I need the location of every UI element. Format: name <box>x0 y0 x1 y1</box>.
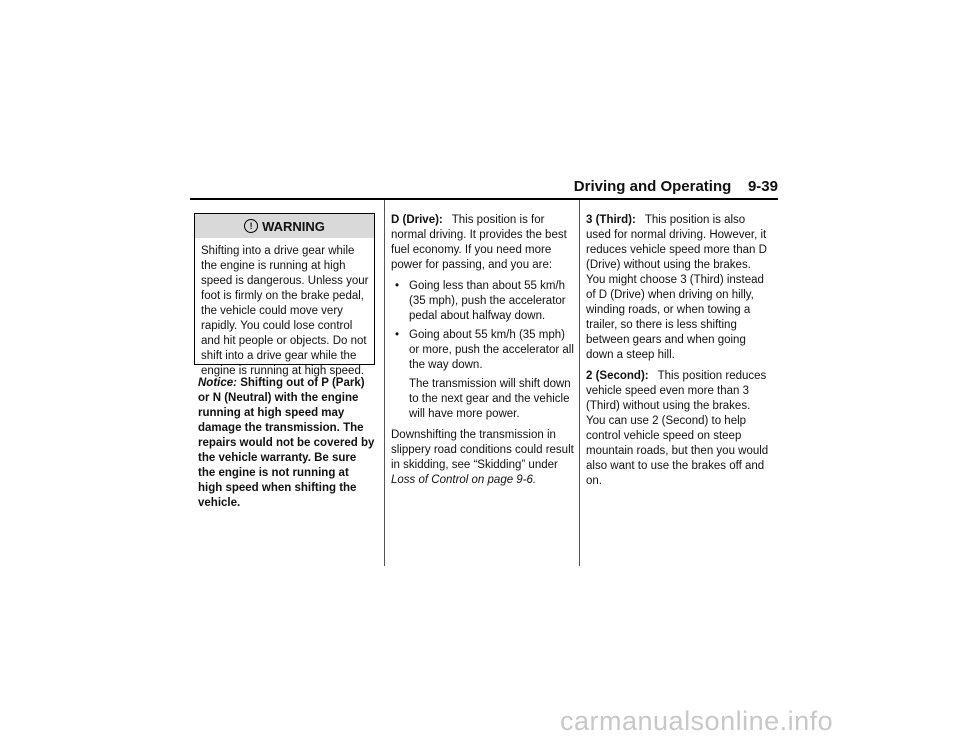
downshift-reference: Loss of Control on page 9-6. <box>391 474 537 486</box>
notice-text: Shifting out of P (Park) or N (Neutral) with the engine running at high speed may damage the transmission. The repairs would not be covered by the vehicle warranty. Be sure the engine is not running at high speed when shifting the vehicle. <box>198 377 375 509</box>
third-paragraph <box>586 213 771 363</box>
warning-icon: ! <box>244 219 258 233</box>
shift-note: The transmission will shift down to the next gear and the vehicle will have more power. <box>409 378 571 420</box>
column-divider-1 <box>384 200 385 566</box>
warning-body: Shifting into a drive gear while the engine is running at high speed is dangerous. Unless your foot is firmly on the brake pedal, the vehicle could move very rapidly. You could lose control and hit people or objects. Do not shift into a drive gear while the engine is running at high speed. <box>201 245 369 377</box>
warning-header <box>195 214 374 238</box>
second-paragraph <box>586 369 771 489</box>
column-3 <box>586 213 771 495</box>
warning-box <box>194 213 375 377</box>
downshift-text: Downshifting the transmission in slippery road conditions could result in skidding, see “Skidding” under <box>391 429 574 471</box>
bullet-marker: • <box>395 329 400 341</box>
page-header <box>190 176 778 200</box>
bullet-text: Going about 55 km/h (35 mph) or more, push the accelerator all the way down. <box>409 329 574 371</box>
second-text: This position reduces vehicle speed even more than 3 (Third) without using the brakes. You can use 2 (Second) to help control vehicle speed on steep mountain roads, but then you would also want to use the brakes off and on. <box>586 370 769 487</box>
section-title: Driving and Operating <box>573 178 732 195</box>
page-number: 9-39 <box>747 178 778 195</box>
drive-term: D (Drive): <box>391 214 443 226</box>
bullet-marker: • <box>395 280 400 292</box>
downshift-paragraph <box>391 428 576 488</box>
third-text: This position is also used for normal driving. However, it reduces vehicle speed more than D (Drive) without using the brakes. You might choose 3 (Third) instead of D (Drive) when driving on hilly, winding roads, or when towing a trailer, so there is less shifting between gears and when going down a steep hill. <box>586 214 767 361</box>
third-term: 3 (Third): <box>586 214 636 226</box>
header-title <box>574 178 778 195</box>
notice-block <box>198 376 376 511</box>
drive-text: This position is for normal driving. It provides the best fuel economy. If you need more power for passing, and you are: <box>391 214 567 271</box>
column-2 <box>391 213 576 494</box>
notice-label: Notice: <box>198 377 237 389</box>
bullet-list <box>391 279 576 373</box>
drive-paragraph <box>391 213 576 273</box>
list-item <box>391 328 576 373</box>
column-divider-2 <box>579 200 580 566</box>
list-item <box>391 279 576 324</box>
watermark: carmanualsonline.info <box>560 706 834 736</box>
bullet-text: Going less than about 55 km/h (35 mph), push the accelerator pedal about halfway down. <box>409 280 566 322</box>
warning-title: WARNING <box>262 218 325 234</box>
second-term: 2 (Second): <box>586 370 649 382</box>
